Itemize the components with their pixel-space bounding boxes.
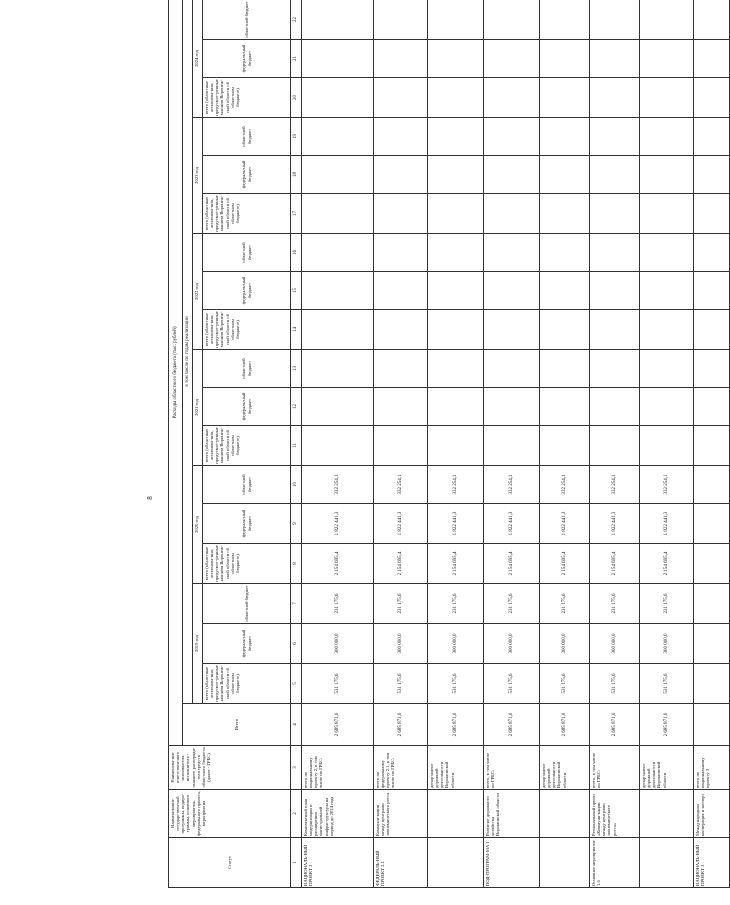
empty-cell	[484, 40, 540, 78]
empty-cell	[484, 310, 540, 350]
row-2020-value: 332 254,1	[302, 466, 374, 504]
header-year-2022: 2022 год	[193, 234, 203, 350]
subheader-total-2019: всего (областные ассигнова-ния, предусмот-ренные законом Воронеж-ской области об областном бюджете)	[203, 664, 291, 704]
row-2019-value: 531 175,6	[302, 664, 374, 704]
row-total: 2 685 871,0	[302, 704, 374, 746]
empty-cell	[694, 78, 730, 118]
column-number: 18	[291, 156, 302, 194]
column-number: 9	[291, 504, 302, 544]
empty-cell	[302, 426, 374, 466]
row-2020-value: 2 154 695,4	[302, 544, 374, 584]
header-year-2019: 2019 год	[193, 584, 203, 704]
row-2019-value: 531 175,6	[590, 664, 640, 704]
row-2020-value: 1 822 441,3	[484, 504, 540, 544]
empty-cell	[428, 426, 484, 466]
subheader-federal-2020: федераль-ный бюджет	[203, 504, 291, 544]
empty-cell	[540, 272, 590, 310]
empty-cell	[590, 272, 640, 310]
row-executor: департамент дорожной деятельности Воронежской области	[428, 746, 484, 790]
row-status: ПОД-ПРОГРАМ-МА 1	[484, 838, 540, 888]
row-status	[540, 838, 590, 888]
empty-cell	[302, 310, 374, 350]
empty-cell	[640, 194, 694, 234]
column-number: 4	[291, 704, 302, 746]
empty-cell	[428, 194, 484, 234]
column-number: 17	[291, 194, 302, 234]
subheader-federal-2022: федераль-ный бюджет	[203, 272, 291, 310]
row-2020-value: 2 154 695,4	[590, 544, 640, 584]
empty-cell	[428, 388, 484, 426]
subheader-regional-2021: областной бюджет	[203, 350, 291, 388]
empty-cell	[640, 310, 694, 350]
table-row	[640, 0, 694, 888]
empty-cell	[694, 118, 730, 156]
row-2019-value: 531 175,6	[374, 664, 428, 704]
column-number: 14	[291, 310, 302, 350]
page-number: 8	[146, 496, 154, 500]
header-year-2024: 2024 год	[193, 0, 203, 118]
row-name	[428, 790, 484, 838]
subheader-federal-2023: федераль-ный бюджет	[203, 156, 291, 194]
row-2020-value: 2 154 695,4	[428, 544, 484, 584]
empty-cell	[302, 194, 374, 234]
row-executor: всего, в том числе по ГРБС:	[590, 746, 640, 790]
row-2020-value	[694, 466, 730, 504]
row-name: Комплексный план модернизации и расширения магистральной инфраструктуры на период до 2024 года	[302, 790, 374, 838]
empty-cell	[640, 234, 694, 272]
subheader-total-2021: всего (областные ассигнова-ния, предусмот-ренные законом Воронеж-ской области об областном бюджете)	[203, 426, 291, 466]
row-2019-value: 231 175,6	[428, 584, 484, 624]
row-2020-value	[694, 544, 730, 584]
empty-cell	[484, 272, 540, 310]
empty-cell	[374, 426, 428, 466]
subheader-federal-2021: федераль-ный бюджет	[203, 388, 291, 426]
subheader-regional-2022: областной бюджет	[203, 234, 291, 272]
row-name: Развитие дорожного хозяйства Воронежской области	[484, 790, 540, 838]
empty-cell	[590, 156, 640, 194]
row-2019-value: 531 175,6	[428, 664, 484, 704]
subheader-regional-2024: областной бюджет	[203, 0, 291, 40]
row-2020-value: 2 154 695,4	[374, 544, 428, 584]
row-total: 2 685 871,0	[484, 704, 540, 746]
subheader-total-2023: всего (областные ассигнова-ния, предусмот-ренные законом Воронеж-ской области об областном бюджете)	[203, 194, 291, 234]
column-numbers-row	[291, 0, 302, 888]
column-number: 7	[291, 584, 302, 624]
row-2019-value: 531 175,6	[640, 664, 694, 704]
row-2019-value: 300 000,0	[590, 624, 640, 664]
empty-cell	[540, 194, 590, 234]
subheader-regional-2023: областной бюджет	[203, 118, 291, 156]
row-2020-value: 1 822 441,3	[374, 504, 428, 544]
rotated-table-container	[146, 1, 711, 888]
empty-cell	[590, 0, 640, 40]
row-2019-value: 231 175,6	[640, 584, 694, 624]
empty-cell	[540, 388, 590, 426]
empty-cell	[694, 156, 730, 194]
empty-cell	[590, 194, 640, 234]
column-number: 20	[291, 78, 302, 118]
budget-table	[168, 0, 730, 888]
row-2019-value	[694, 584, 730, 624]
row-total: 2 685 871,0	[540, 704, 590, 746]
header-total: Всего	[183, 704, 291, 746]
column-number: 5	[291, 664, 302, 704]
empty-cell	[302, 40, 374, 78]
empty-cell	[374, 78, 428, 118]
subheader-federal-2024: федераль-ный бюджет	[203, 40, 291, 78]
empty-cell	[484, 234, 540, 272]
row-name: Региональный проект «Коммуни-кации между центрами экономического роста»	[590, 790, 640, 838]
empty-cell	[428, 310, 484, 350]
row-status: ФЕДЕРАЛЬ-НЫЙ ПРОЕКТ 2.1	[374, 838, 428, 888]
row-executor: департамент дорожной деятельности Воронежской области	[540, 746, 590, 790]
row-2020-value: 1 822 441,3	[540, 504, 590, 544]
header-expenses: Расходы областного бюджета (тыс. рублей)	[169, 0, 183, 746]
empty-cell	[374, 388, 428, 426]
row-2019-value: 231 175,6	[484, 584, 540, 624]
row-2020-value: 332 254,1	[640, 466, 694, 504]
empty-cell	[590, 310, 640, 350]
header-year-2021: 2021 год	[193, 350, 203, 466]
subheader-regional-2020: областной бюджет	[203, 466, 291, 504]
header-incl-years: в том числе по годам реализации	[183, 0, 193, 704]
empty-cell	[302, 118, 374, 156]
row-total: 2 685 871,0	[428, 704, 484, 746]
empty-cell	[428, 350, 484, 388]
row-2019-value: 231 175,6	[374, 584, 428, 624]
row-2020-value	[694, 504, 730, 544]
empty-cell	[540, 310, 590, 350]
row-executor: всего по федеральному проекту 2.1, в том числе по ГРБС:	[374, 746, 428, 790]
column-number: 12	[291, 388, 302, 426]
row-2019-value	[694, 624, 730, 664]
column-number: 22	[291, 0, 302, 40]
column-number: 21	[291, 40, 302, 78]
header-program-name: Наименование государствен-ной программы, подпро-граммы, основного мероприятия, федерального проекта, мероприятия	[169, 790, 291, 838]
row-name: Коммуни-кации между центрами экономического роста	[374, 790, 428, 838]
row-status: НАЦИОНАЛЬ-НЫЙ ПРОЕКТ 2	[302, 838, 374, 888]
empty-cell	[640, 426, 694, 466]
empty-cell	[640, 40, 694, 78]
subheader-total-2024: всего (областные ассигнова-ния, предусмот-ренные законом Воронеж-ской области об областном бюджете)	[203, 78, 291, 118]
empty-cell	[374, 118, 428, 156]
empty-cell	[540, 234, 590, 272]
row-2020-value: 2 154 695,4	[540, 544, 590, 584]
empty-cell	[694, 40, 730, 78]
row-2019-value: 300 000,0	[640, 624, 694, 664]
subheader-regional-2019: областной бюджет	[203, 584, 291, 624]
empty-cell	[640, 0, 694, 40]
table-row	[694, 0, 730, 888]
empty-cell	[484, 0, 540, 40]
empty-cell	[590, 388, 640, 426]
row-2019-value: 300 000,0	[484, 624, 540, 664]
empty-cell	[540, 156, 590, 194]
empty-cell	[374, 0, 428, 40]
empty-cell	[428, 40, 484, 78]
column-number: 10	[291, 466, 302, 504]
row-2019-value: 231 175,6	[540, 584, 590, 624]
row-executor: департамент дорожной деятельности Воронежской области	[640, 746, 694, 790]
empty-cell	[302, 234, 374, 272]
empty-cell	[428, 272, 484, 310]
empty-cell	[374, 350, 428, 388]
row-2019-value: 531 175,6	[484, 664, 540, 704]
row-2020-value: 1 822 441,3	[428, 504, 484, 544]
column-number: 8	[291, 544, 302, 584]
empty-cell	[484, 194, 540, 234]
empty-cell	[694, 388, 730, 426]
row-2020-value: 332 254,1	[540, 466, 590, 504]
row-status: НАЦИОНАЛЬ-НЫЙ ПРОЕКТ 3	[694, 838, 730, 888]
table-row	[590, 0, 640, 888]
table-row	[540, 0, 590, 888]
empty-cell	[374, 272, 428, 310]
empty-cell	[374, 40, 428, 78]
subheader-total-2020: всего (областные ассигнова-ния, предусмот-ренные законом Воронеж-ской области об областном бюджете)	[203, 544, 291, 584]
empty-cell	[640, 388, 694, 426]
row-2019-value: 300 000,0	[428, 624, 484, 664]
empty-cell	[590, 234, 640, 272]
row-2020-value: 1 822 441,3	[302, 504, 374, 544]
row-executor: всего по национальному проекту 3	[694, 746, 730, 790]
empty-cell	[428, 78, 484, 118]
empty-cell	[302, 0, 374, 40]
column-number: 3	[291, 746, 302, 790]
empty-cell	[484, 156, 540, 194]
empty-cell	[302, 156, 374, 194]
row-status: Основное мероприятие 1.6	[590, 838, 640, 888]
row-2019-value: 231 175,6	[302, 584, 374, 624]
subheader-federal-2019: федераль-ный бюджет	[203, 624, 291, 664]
empty-cell	[428, 234, 484, 272]
empty-cell	[590, 426, 640, 466]
row-2020-value: 332 254,1	[428, 466, 484, 504]
table-body	[302, 0, 730, 888]
empty-cell	[640, 78, 694, 118]
empty-cell	[590, 118, 640, 156]
empty-cell	[694, 426, 730, 466]
row-2020-value: 332 254,1	[374, 466, 428, 504]
subheader-total-2022: всего (областные ассигнова-ния, предусмот-ренные законом Воронеж-ской области об областном бюджете)	[203, 310, 291, 350]
column-number: 1	[291, 838, 302, 888]
empty-cell	[540, 40, 590, 78]
empty-cell	[302, 272, 374, 310]
empty-cell	[374, 234, 428, 272]
header-year-2023: 2023 год	[193, 118, 203, 234]
row-2019-value: 300 000,0	[540, 624, 590, 664]
header-year-2020: 2020 год	[193, 466, 203, 584]
header-status: Статус	[169, 838, 291, 888]
empty-cell	[590, 350, 640, 388]
empty-cell	[694, 194, 730, 234]
empty-cell	[694, 350, 730, 388]
row-2019-value: 231 175,6	[590, 584, 640, 624]
row-2019-value: 300 000,0	[374, 624, 428, 664]
empty-cell	[302, 388, 374, 426]
empty-cell	[540, 78, 590, 118]
empty-cell	[590, 78, 640, 118]
empty-cell	[640, 118, 694, 156]
empty-cell	[540, 118, 590, 156]
table-row	[302, 0, 374, 888]
empty-cell	[640, 272, 694, 310]
header-executor: Наименова-ние ответствен-ного исполнителя, исполнителя - главного распоряди-теля средств областного бюджета (далее - ГРБС)	[169, 746, 291, 790]
row-name	[640, 790, 694, 838]
row-total: 2 685 871,0	[640, 704, 694, 746]
row-total	[694, 704, 730, 746]
column-number: 15	[291, 272, 302, 310]
empty-cell	[540, 426, 590, 466]
row-executor: всего по национальному проекту 2, в том числе по ГРБС:	[302, 746, 374, 790]
column-number: 11	[291, 426, 302, 466]
empty-cell	[428, 0, 484, 40]
row-2019-value: 300 000,0	[302, 624, 374, 664]
row-2019-value	[694, 664, 730, 704]
table-row	[484, 0, 540, 888]
row-2020-value: 2 154 695,4	[640, 544, 694, 584]
empty-cell	[302, 350, 374, 388]
empty-cell	[484, 118, 540, 156]
row-executor: всего, в том числе по ГРБС:	[484, 746, 540, 790]
empty-cell	[428, 118, 484, 156]
table-row	[428, 0, 484, 888]
empty-cell	[302, 78, 374, 118]
empty-cell	[484, 426, 540, 466]
empty-cell	[428, 156, 484, 194]
empty-cell	[694, 272, 730, 310]
column-number: 2	[291, 790, 302, 838]
row-total: 2 685 871,0	[374, 704, 428, 746]
column-number: 16	[291, 234, 302, 272]
column-number: 13	[291, 350, 302, 388]
empty-cell	[590, 40, 640, 78]
empty-cell	[374, 194, 428, 234]
empty-cell	[694, 310, 730, 350]
empty-cell	[640, 350, 694, 388]
empty-cell	[540, 350, 590, 388]
empty-cell	[694, 234, 730, 272]
empty-cell	[484, 388, 540, 426]
empty-cell	[694, 0, 730, 40]
table-row	[374, 0, 428, 888]
row-name: Международная кооперация и экспорт	[694, 790, 730, 838]
row-2020-value: 332 254,1	[590, 466, 640, 504]
row-name	[540, 790, 590, 838]
row-2020-value: 332 254,1	[484, 466, 540, 504]
row-2019-value: 531 175,6	[540, 664, 590, 704]
row-2020-value: 2 154 695,4	[484, 544, 540, 584]
empty-cell	[484, 350, 540, 388]
column-number: 6	[291, 624, 302, 664]
empty-cell	[484, 78, 540, 118]
empty-cell	[640, 156, 694, 194]
row-2020-value: 1 822 441,3	[590, 504, 640, 544]
empty-cell	[540, 0, 590, 40]
row-2020-value: 1 822 441,3	[640, 504, 694, 544]
row-total: 2 685 871,0	[590, 704, 640, 746]
empty-cell	[374, 310, 428, 350]
row-status	[640, 838, 694, 888]
row-status	[428, 838, 484, 888]
column-number: 19	[291, 118, 302, 156]
empty-cell	[374, 156, 428, 194]
